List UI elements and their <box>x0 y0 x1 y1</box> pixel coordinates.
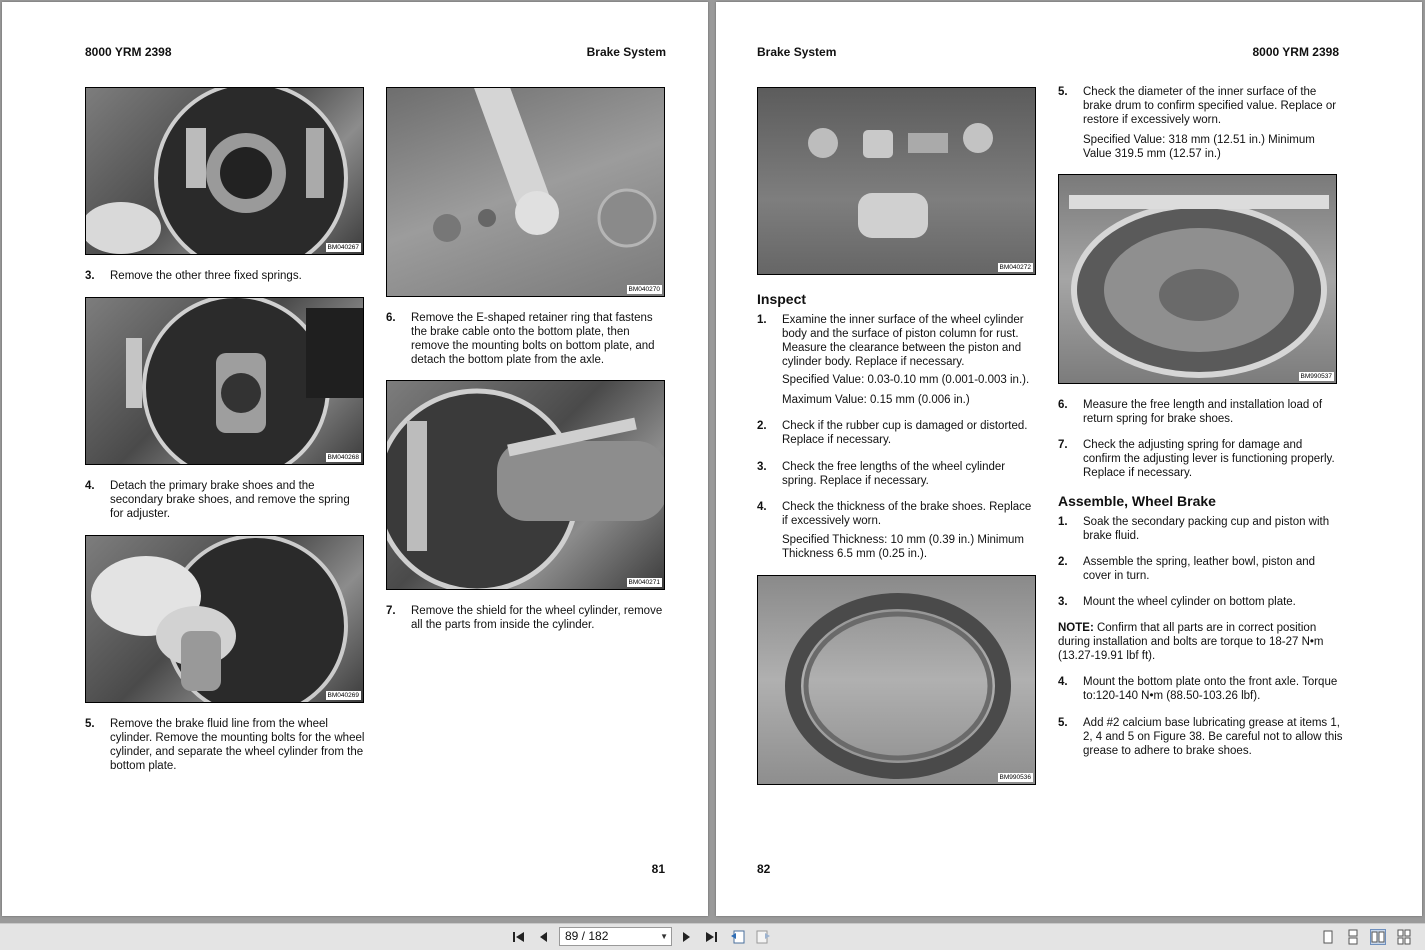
go-back-icon[interactable] <box>729 928 747 946</box>
document-page-left: 8000 YRM 2398 Brake System BM040267 3. Remove the other three fixed springs. BM040268 4. Detach the primary brake shoes and the secondary brake shoes, and remove the spring for adjuster. BM040269 5. Remove the brake fluid line from the wheel cylinder. Remove the mounting bolts for the wheel cylinder, and separate the wheel cylinder from the bottom plate. BM040270 6. Remove the E-shaped retainer ring that fastens the brake cable onto the bottom plate, then remove the mounting bolts on bottom plate, and detach the bottom plate from the axle. BM040271 7. Remove the shield for the wheel cylinder, remove all the parts from inside the cylinder. 81 <box>2 2 708 916</box>
document-page-right: Brake System 8000 YRM 2398 BM040272 Inspect 1. Examine the inner surface of the wheel cylinder body and the surface of piston column for rust. Measure the clearance between the piston and cylinder body. Replace if necessary. Specified Value: 0.03-0.10 mm (0.001-0.003 in.). Maximum Value: 0.15 mm (0.006 in.) 2. Check if the rubber cup is damaged or distorted. Replace if necessary. 3. Check the free lengths of the wheel cylinder spring. Replace if necessary. 4. Check the thickness of the brake shoes. Replace if excessively worn. Specified Thickness: 10 mm (0.39 in.) Minimum Thickness 6.5 mm (0.25 in.). BM990536 5. Check the diameter of the inner surface of the brake drum to confirm specified value. Replace or restore if excessively worn. Specified Value: 318 mm (12.51 in.) Minimum Value 319.5 mm (12.57 in.) BM990537 6. Measure the free length and installation load of return spring for brake shoes. 7. Check the adjusting spring for damage and confirm the adjusting lever is functioning properly. Replace if necessary. Assemble, Wheel Brake 1. Soak the secondary packing cup and piston with brake fluid. 2. Assemble the spring, leather bowl, piston and cover in turn. 3. Mount the wheel cylinder on bottom plate. NOTE: Confirm that all parts are in correct position during installation and bolts are torque to 18-27 N•m (13.27-19.91 lbf ft). 4. Mount the bottom plate onto the front axle. Torque to:120-140 N•m (88.50-103.26 lbf). 5. Add #2 calcium base lubricating grease at items 1, 2, 4 and 5 on Figure 38. Be careful not to allow this grease to adhere to brake shoes. 82 <box>716 2 1422 916</box>
inspect-heading: Inspect <box>757 291 807 307</box>
next-page-icon[interactable] <box>677 928 695 946</box>
wrench-on-backing-plate-image <box>387 88 664 296</box>
photo-code: BM990536 <box>999 774 1031 781</box>
spec-shoe-thickness: Specified Thickness: 10 mm (0.39 in.) Minimum Thickness 6.5 mm (0.25 in.). <box>782 534 1025 560</box>
brake-assembly-image <box>86 88 363 254</box>
photo-brake-drum-measure <box>1058 174 1337 384</box>
photo-retainer-ring <box>386 380 665 590</box>
chevron-down-icon[interactable]: ▼ <box>660 932 668 941</box>
assemble-heading: Assemble, Wheel Brake <box>1058 493 1216 509</box>
first-page-icon[interactable] <box>510 928 528 946</box>
photo-code: BM040268 <box>327 454 359 461</box>
photo-brake-springs <box>85 87 364 255</box>
go-forward-icon[interactable] <box>754 928 772 946</box>
single-page-view-icon[interactable] <box>1320 929 1336 945</box>
photo-code: BM040271 <box>628 579 660 586</box>
brake-shoe-image <box>758 576 1035 784</box>
photo-code: BM990537 <box>1300 373 1332 380</box>
page-indicator: 89 / 182 <box>565 929 609 943</box>
spec-clearance-value: Specified Value: 0.03-0.10 mm (0.001-0.003 in.). <box>782 374 1030 386</box>
note-text: Confirm that all parts are in correct position during installation and bolts are torque to 18-27 N•m (13.27-19.91 lbf ft). <box>1058 622 1324 662</box>
photo-code: BM040269 <box>327 692 359 699</box>
page-number: 81 <box>651 862 665 876</box>
brake-assembly-image <box>86 536 363 702</box>
continuous-view-icon[interactable] <box>1345 929 1361 945</box>
photo-code: BM040272 <box>999 264 1031 271</box>
photo-brake-shoe-worn <box>757 575 1036 785</box>
photo-wheel-cylinder-parts <box>757 87 1036 275</box>
cylinder-parts-image <box>758 88 1035 274</box>
page-number: 82 <box>757 862 771 876</box>
facing-view-icon[interactable] <box>1370 929 1386 945</box>
brake-assembly-image <box>86 298 363 464</box>
header-doc-code: 8000 YRM 2398 <box>1252 45 1339 59</box>
photo-wheel-cylinder-removal <box>85 535 364 703</box>
note-block <box>1058 621 1343 663</box>
last-page-icon[interactable] <box>702 928 720 946</box>
spec-drum-diameter: Specified Value: 318 mm (12.51 in.) Minimum Value 319.5 mm (12.57 in.) <box>1083 134 1315 160</box>
photo-code: BM040267 <box>327 244 359 251</box>
header-doc-code: 8000 YRM 2398 <box>85 45 172 59</box>
spec-clearance-max: Maximum Value: 0.15 mm (0.006 in.) <box>782 394 970 406</box>
photo-code: BM040270 <box>628 286 660 293</box>
prev-page-icon[interactable] <box>535 928 553 946</box>
brake-drum-image <box>1059 175 1336 383</box>
note-label: NOTE: <box>1058 622 1094 634</box>
continuous-facing-view-icon[interactable] <box>1396 929 1412 945</box>
page-number-input[interactable] <box>559 927 672 946</box>
header-section-title: Brake System <box>757 45 837 59</box>
photo-wrench-bolt <box>386 87 665 297</box>
header-section-title: Brake System <box>586 45 666 59</box>
viewer-toolbar <box>0 923 1425 950</box>
brake-axle-image <box>387 381 664 589</box>
photo-brake-shoes <box>85 297 364 465</box>
